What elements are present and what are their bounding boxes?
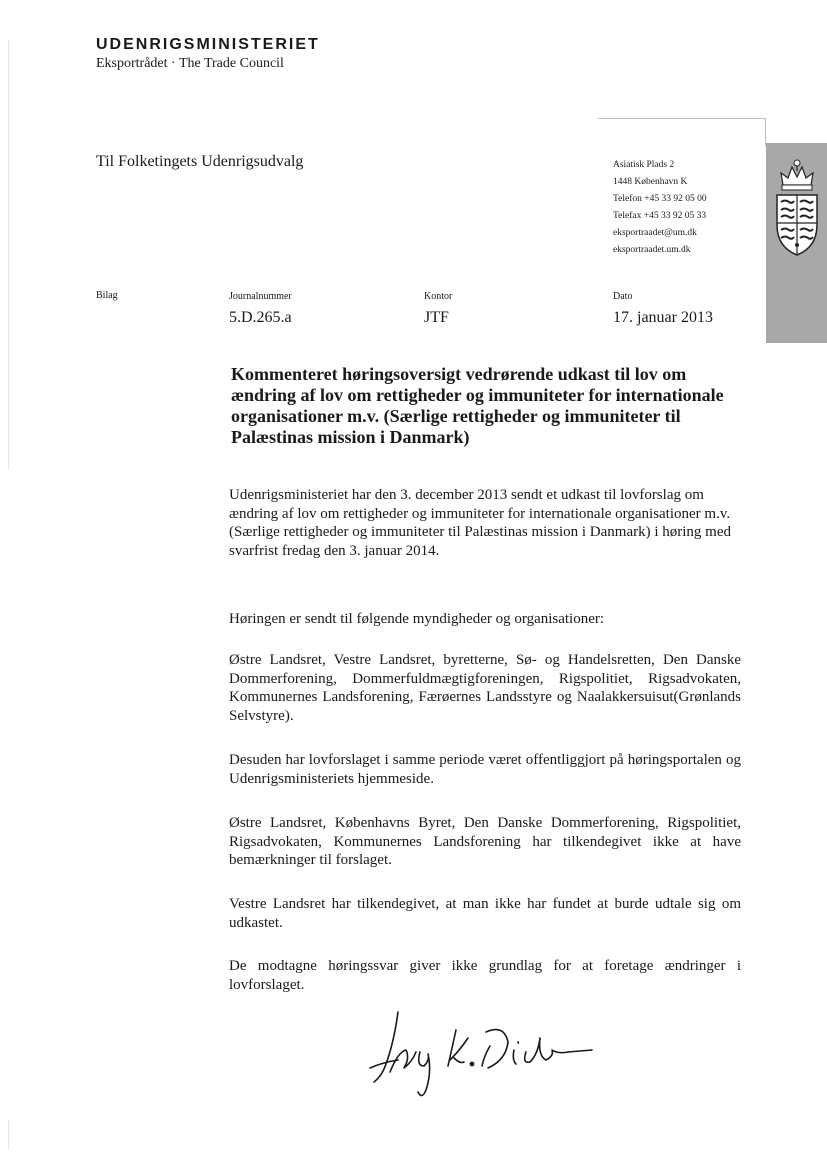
- address-website: eksportraadet.um.dk: [613, 245, 691, 255]
- address-email: eksportraadet@um.dk: [613, 228, 697, 238]
- margin-rule: [8, 40, 9, 470]
- header-rule-vertical: [765, 118, 766, 146]
- journal-label: Journalnummer: [229, 291, 292, 302]
- kontor-label: Kontor: [424, 291, 453, 302]
- paragraph-intro: Udenrigsministeriet har den 3. december 2013 sendt et udkast til lovforslag om ændring af lov om rettigheder og immuniteter for internationale organisationer m.v. (Særlige rettigheder og immuniteter til Palæstinas mission i Danmark) i høring med svarfrist fredag den 3. januar 2014.: [229, 487, 732, 559]
- handwritten-signature: [368, 1002, 598, 1102]
- recipient-line: Til Folketingets Udenrigsudvalg: [96, 153, 304, 170]
- paragraph-no-remarks: Østre Landsret, Københavns Byret, Den Danske Dommerforening, Rigspolitiet, Rigsadvokaten, Kommunernes Landsforening har tilkendegivet ikke at have bemærkninger til forslaget.: [229, 815, 741, 868]
- paragraph-publication: Desuden har lovforslaget i samme periode været offentliggjort på høringsportalen og Udenrigsministeriets hjemmeside.: [229, 752, 741, 787]
- ministry-name: UDENRIGSMINISTERIET: [96, 36, 320, 53]
- paragraph-vestre-landsret: Vestre Landsret har tilkendegivet, at man ikke har fundet at burde udtale sig om udkastet.: [229, 896, 741, 931]
- address-city: 1448 København K: [613, 177, 688, 187]
- royal-coat-of-arms-icon: [771, 155, 823, 265]
- journal-value: 5.D.265.a: [229, 309, 292, 326]
- address-street: Asiatisk Plads 2: [613, 160, 675, 170]
- address-fax: Telefax +45 33 92 05 33: [613, 211, 707, 221]
- address-block: [613, 157, 707, 259]
- address-phone: Telefon +45 33 92 05 00: [613, 194, 707, 204]
- margin-rule-bottom: [8, 1120, 9, 1150]
- bilag-label: Bilag: [96, 290, 118, 301]
- header-rule: [598, 118, 766, 119]
- kontor-value: JTF: [424, 309, 449, 326]
- paragraph-recipients-list: Østre Landsret, Vestre Landsret, byretterne, Sø- og Handelsretten, Den Danske Dommerforening, Dommerfuldmægtigforeningen, Rigspolitiet, Rigsadvokaten, Kommunernes Landsforening, Færøernes Landsstyre og Naalakkersuisut(Grønlands Selvstyre).: [229, 652, 741, 724]
- dato-value: 17. januar 2013: [613, 309, 713, 326]
- paragraph-conclusion: De modtagne høringssvar giver ikke grundlag for at foretage ændringer i lovforslaget.: [229, 958, 741, 993]
- dato-label: Dato: [613, 291, 633, 302]
- document-title: Kommenteret høringsoversigt vedrørende udkast til lov om ændring af lov om rettigheder og immuniteter for internationale organisationer m.v. (Særlige rettigheder og immuniteter til Palæstinas mission i Danmark): [231, 364, 724, 447]
- paragraph-recipients-intro: Høringen er sendt til følgende myndigheder og organisationer:: [229, 611, 605, 627]
- council-name: Eksportrådet · The Trade Council: [96, 56, 284, 71]
